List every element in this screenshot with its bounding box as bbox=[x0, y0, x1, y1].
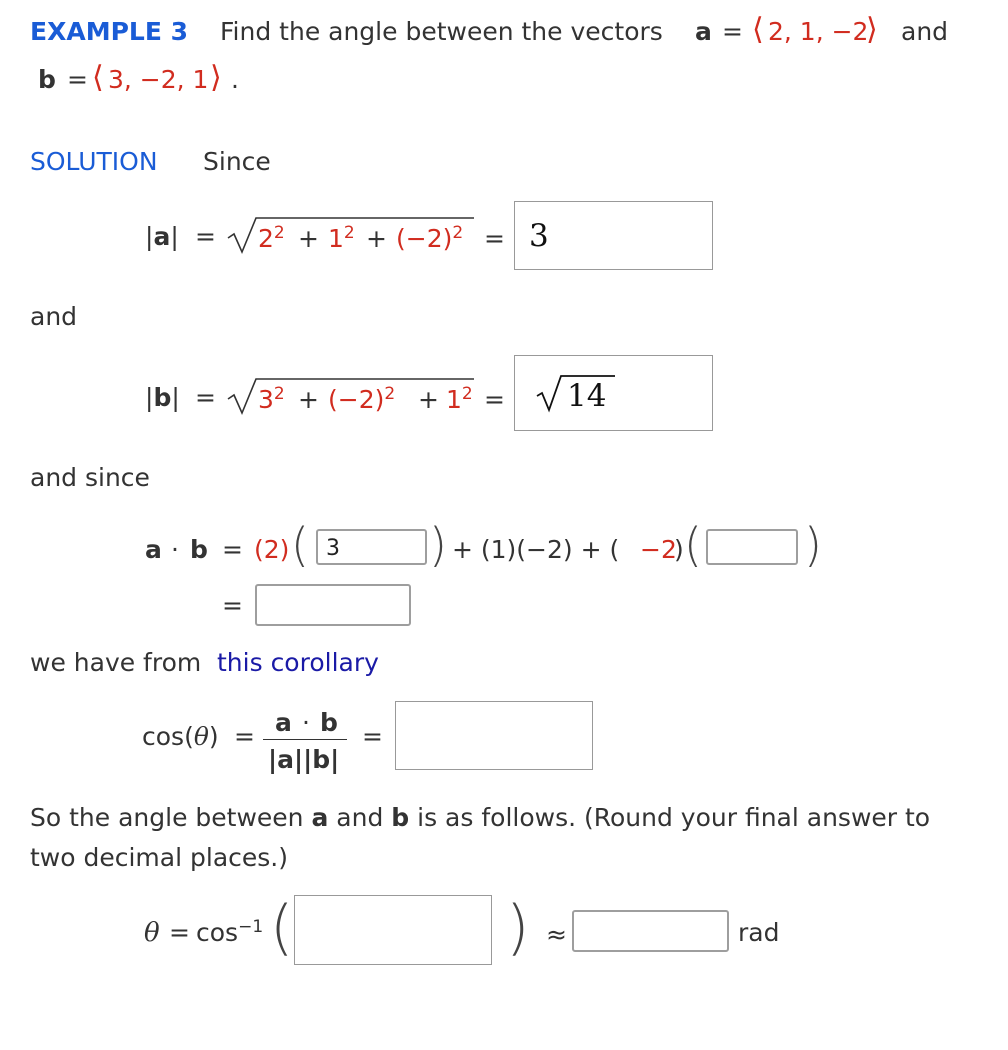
cos-inverse: $\cos^{-1}$ bbox=[196, 917, 264, 947]
mag-b-term-1: $3^2$ bbox=[258, 384, 285, 414]
equals-sign: = bbox=[484, 385, 505, 414]
angle-bracket-open: ⟨ bbox=[92, 60, 104, 95]
equals-sign: = bbox=[67, 65, 88, 94]
paren-close: ) bbox=[804, 518, 822, 572]
mag-b-lhs: |b| bbox=[145, 383, 180, 412]
equals-sign: = bbox=[169, 918, 190, 947]
mag-a-term-3: $(-2)^2$ bbox=[396, 223, 464, 253]
equals-sign: = bbox=[195, 222, 216, 251]
equals-sign: = bbox=[722, 17, 743, 46]
paren-open: ( bbox=[291, 518, 309, 572]
dot-input-1[interactable] bbox=[316, 529, 427, 565]
mag-a-term-1: $2^2$ bbox=[258, 223, 285, 253]
dot-coef-1: (2) bbox=[254, 535, 290, 564]
dot-input-1-value: 3 bbox=[326, 536, 340, 561]
mag-a-term-2: $1^2$ bbox=[328, 223, 355, 253]
equals-sign: = bbox=[222, 591, 243, 620]
mag-a-answer-box[interactable] bbox=[514, 201, 713, 270]
equals-sign: = bbox=[234, 722, 255, 751]
angle-bracket-open: ⟨ bbox=[752, 12, 764, 47]
paren-close: ) bbox=[506, 893, 530, 963]
mag-a-answer: 3 bbox=[529, 218, 549, 254]
and-since-text: and since bbox=[30, 463, 150, 492]
mag-a-lhs: |a| bbox=[145, 222, 179, 251]
corollary-link[interactable]: this corollary bbox=[217, 648, 379, 677]
theta-result-input[interactable] bbox=[572, 910, 729, 952]
mag-b-term-3: $1^2$ bbox=[446, 384, 473, 414]
plus-sign: + bbox=[298, 385, 319, 414]
we-have-from-text: we have from bbox=[30, 648, 202, 677]
vec-a-value: 2, 1, −2 bbox=[768, 17, 869, 46]
dot-coef-3: −2 bbox=[640, 535, 677, 564]
plus-sign: + bbox=[366, 224, 387, 253]
period: . bbox=[231, 65, 239, 94]
angle-bracket-close: ⟩ bbox=[210, 60, 222, 95]
dot-operator: · bbox=[171, 535, 179, 564]
unit-label: rad bbox=[738, 918, 780, 947]
dot-input-2[interactable] bbox=[706, 529, 798, 565]
dot-lhs-a: a bbox=[145, 535, 162, 564]
and-text: and bbox=[30, 302, 78, 331]
cos-num-a: a bbox=[275, 708, 292, 737]
theta-symbol: θ bbox=[144, 918, 160, 948]
approx-sign: ≈ bbox=[546, 920, 567, 949]
dot-coef-3-close: ) bbox=[674, 535, 684, 564]
paren-close: ) bbox=[429, 518, 447, 572]
mag-b-term-2: $(-2)^2$ bbox=[328, 384, 396, 414]
vec-b-value: 3, −2, 1 bbox=[108, 65, 209, 94]
dot-sum-input[interactable] bbox=[255, 584, 411, 626]
plus-sign: + bbox=[418, 385, 439, 414]
since-text: Since bbox=[203, 147, 271, 176]
equals-sign: = bbox=[222, 535, 243, 564]
dot-operator: · bbox=[302, 708, 310, 737]
so-text-line2: two decimal places.) bbox=[30, 843, 288, 872]
example-label: EXAMPLE 3 bbox=[30, 17, 189, 46]
equals-sign: = bbox=[484, 224, 505, 253]
mag-b-answer-box[interactable] bbox=[514, 355, 713, 431]
solution-label: SOLUTION bbox=[30, 147, 158, 176]
so-text-line1: So the angle between a and b is as follows. (Round your final answer to bbox=[30, 803, 931, 832]
mag-b-answer-radicand: 14 bbox=[567, 378, 607, 414]
cos-lhs: cos(θ) bbox=[142, 722, 219, 751]
example-prompt: Find the angle between the vectors bbox=[220, 17, 663, 46]
equals-sign: = bbox=[362, 722, 383, 751]
equals-sign: = bbox=[195, 383, 216, 412]
plus-sign: + bbox=[298, 224, 319, 253]
paren-open: ( bbox=[270, 893, 294, 963]
fraction-bar bbox=[263, 739, 347, 740]
theta-arg-box[interactable] bbox=[294, 895, 492, 965]
paren-open: ( bbox=[684, 518, 702, 572]
cos-num-b: b bbox=[320, 708, 338, 737]
example-joiner: and bbox=[901, 17, 949, 46]
cos-den: |a||b| bbox=[268, 745, 340, 774]
angle-bracket-close: ⟩ bbox=[866, 12, 878, 47]
vec-a-name: a bbox=[695, 17, 712, 46]
dot-lhs-b: b bbox=[190, 535, 208, 564]
cos-answer-box[interactable] bbox=[395, 701, 593, 770]
vec-b-name: b bbox=[38, 65, 56, 94]
dot-middle: + (1)(−2) + ( bbox=[452, 535, 620, 564]
